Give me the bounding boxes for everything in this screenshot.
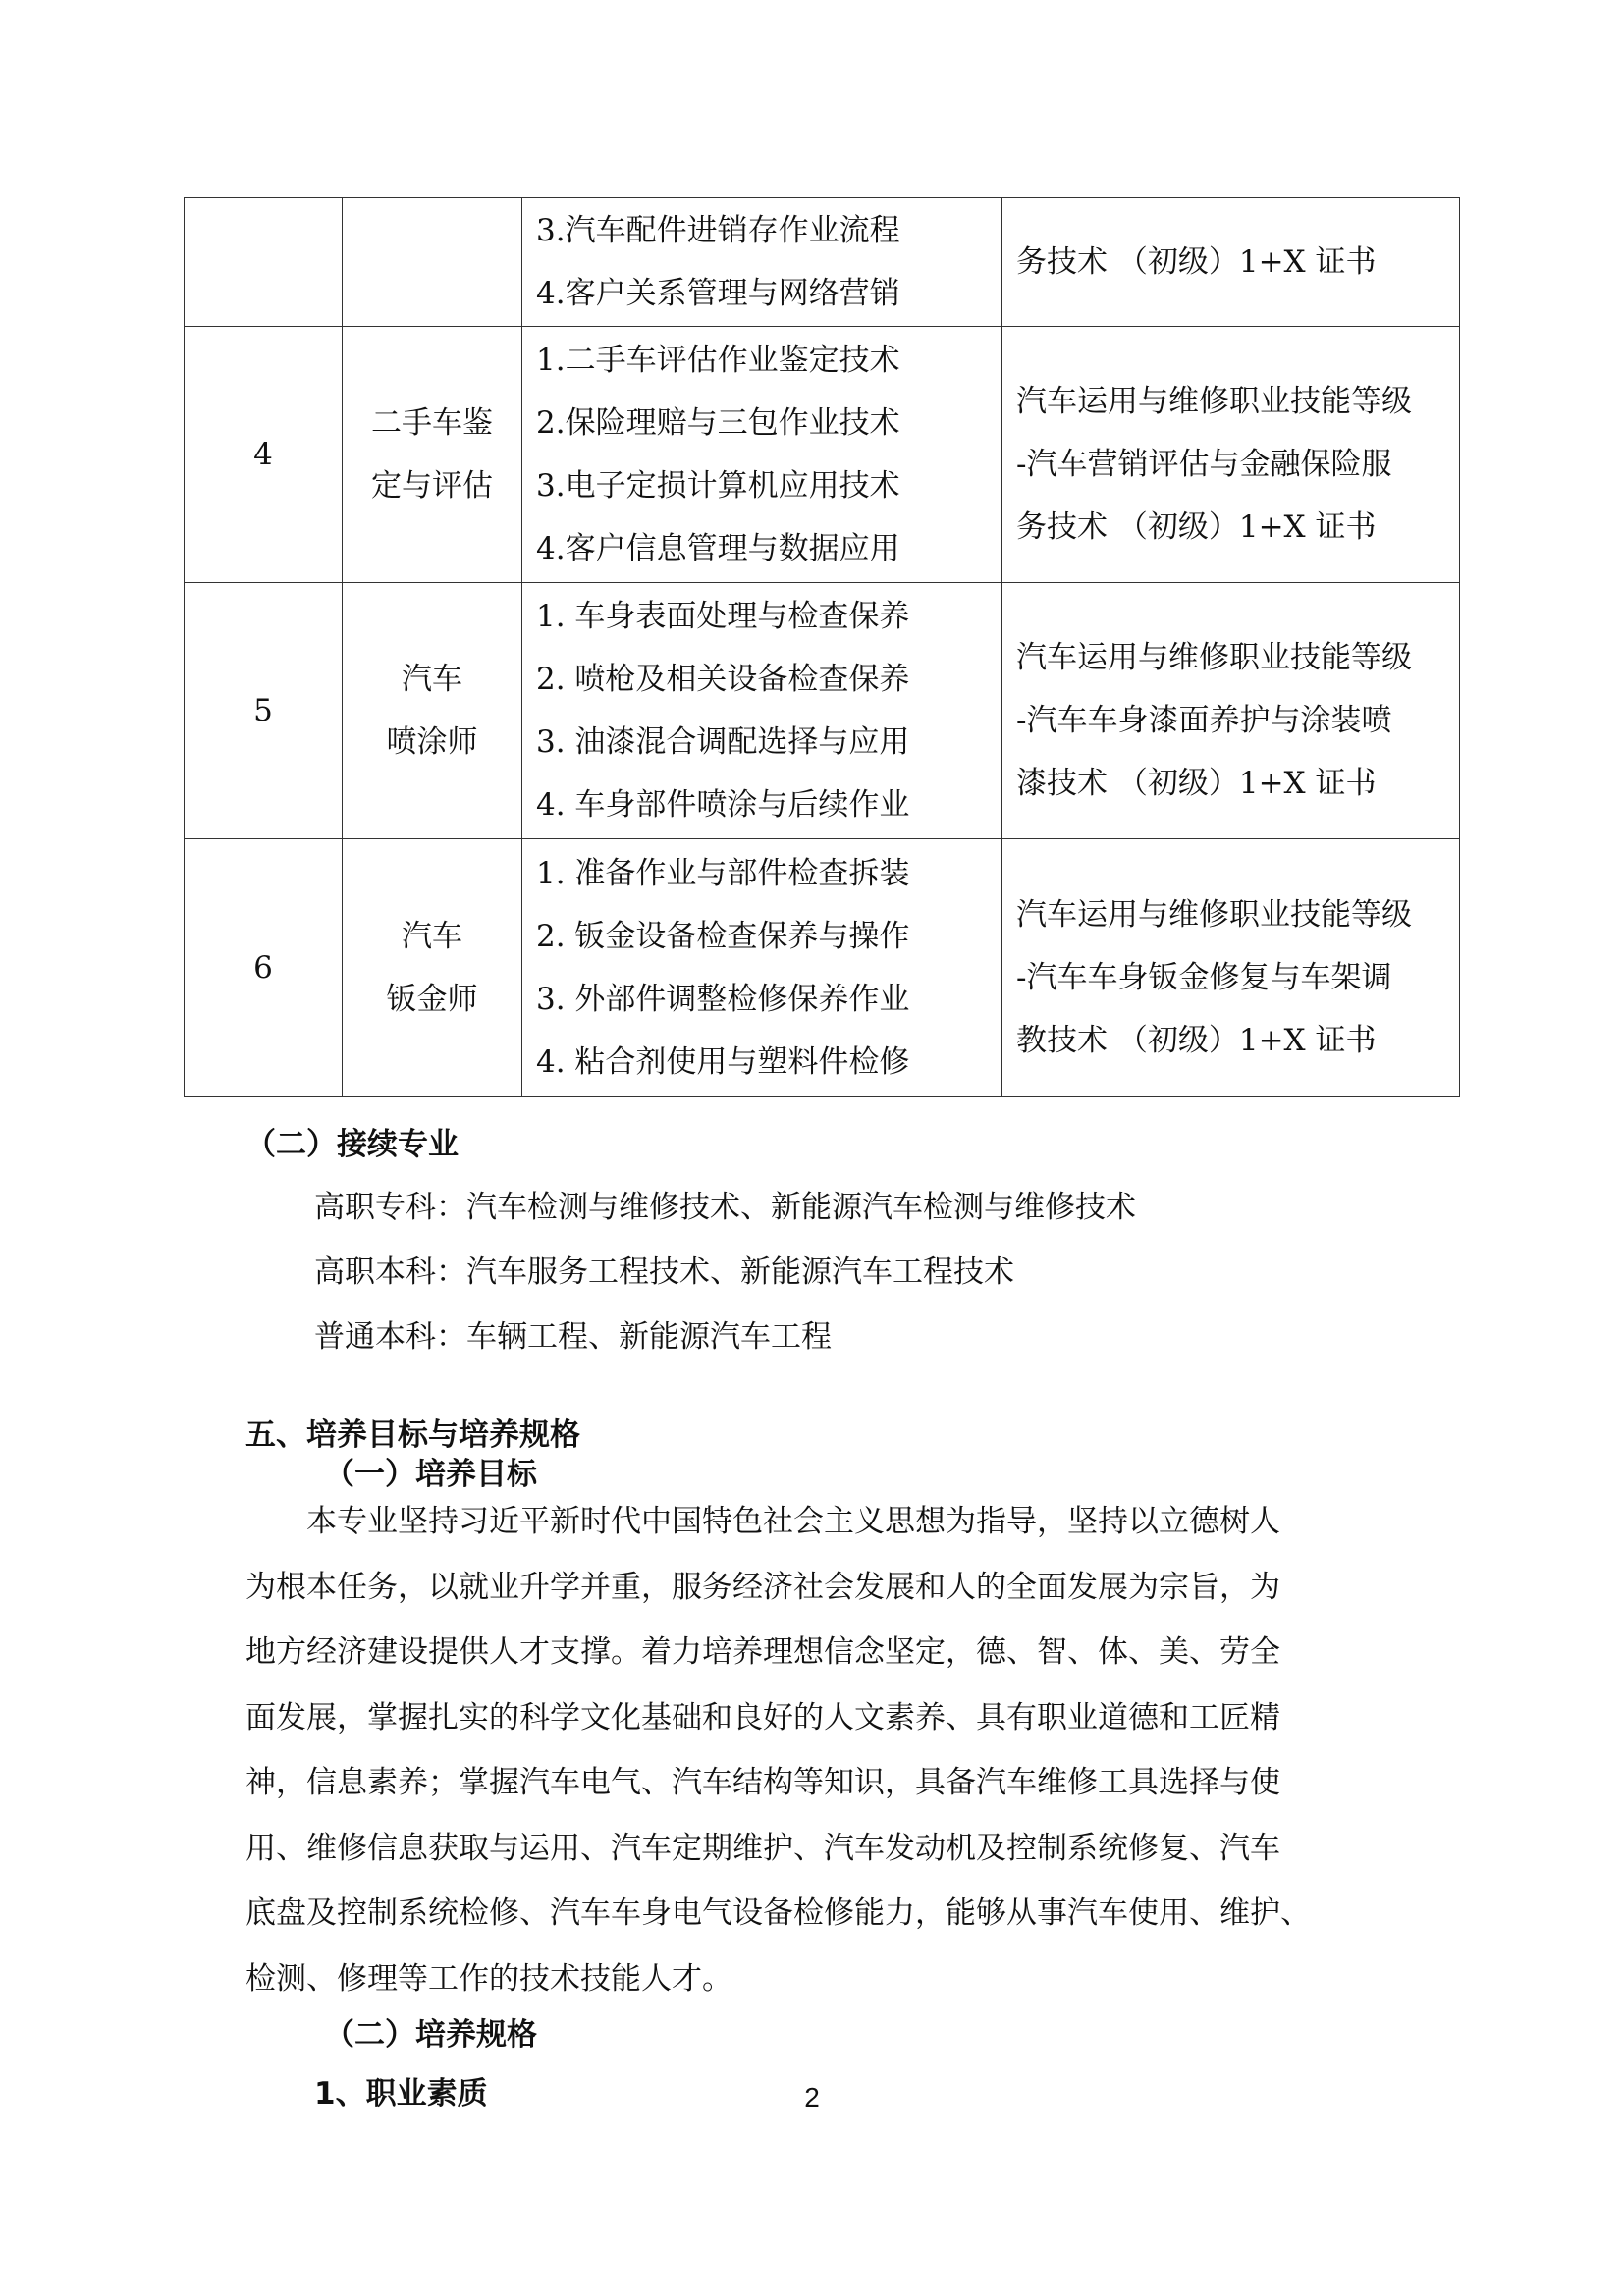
task-line: 1. 车身表面处理与检查保养 bbox=[536, 599, 910, 634]
paragraph-line: 底盘及控制系统检修、汽车车身电气设备检修能力，能够从事汽车使用、维护、 bbox=[245, 1896, 1311, 1931]
post-line: 二手车鉴 bbox=[371, 405, 493, 441]
tasks-cell bbox=[522, 198, 1002, 327]
certificate-line: -汽车车身钣金修复与车架调 bbox=[1016, 960, 1392, 995]
item-professional-quality: 1、职业素质 bbox=[314, 2076, 488, 2111]
task-line: 4. 车身部件喷涂与后续作业 bbox=[536, 787, 910, 823]
row-number-cell bbox=[185, 198, 343, 327]
section-heading-five: 五、培养目标与培养规格 bbox=[245, 1417, 580, 1453]
post-line: 钣金师 bbox=[386, 982, 478, 1017]
row-number-cell: 5 bbox=[185, 583, 343, 839]
task-line: 3.汽车配件进销存作业流程 bbox=[536, 213, 900, 248]
paragraph-line: 用、维修信息获取与运用、汽车定期维护、汽车发动机及控制系统修复、汽车 bbox=[245, 1830, 1280, 1866]
table-row bbox=[185, 583, 1460, 839]
task-line: 4. 粘合剂使用与塑料件检修 bbox=[536, 1044, 910, 1080]
certificate-line: 汽车运用与维修职业技能等级 bbox=[1016, 384, 1412, 419]
continuing-line-bachelor: 普通本科：车辆工程、新能源汽车工程 bbox=[314, 1319, 832, 1355]
task-line: 1. 准备作业与部件检查拆装 bbox=[536, 856, 910, 891]
row-number-cell: 6 bbox=[185, 839, 343, 1097]
post-cell bbox=[343, 327, 522, 583]
section-heading-continuing: （二）接续专业 bbox=[245, 1127, 459, 1162]
certificate-cell bbox=[1002, 583, 1460, 839]
task-line: 3. 油漆混合调配选择与应用 bbox=[536, 724, 910, 760]
certificate-line: -汽车车身漆面养护与涂装喷 bbox=[1016, 703, 1392, 738]
paragraph-line: 本专业坚持习近平新时代中国特色社会主义思想为指导，坚持以立德树人 bbox=[306, 1504, 1280, 1539]
paragraph-line: 面发展，掌握扎实的科学文化基础和良好的人文素养、具有职业道德和工匠精 bbox=[245, 1699, 1280, 1735]
certificate-line: 务技术 （初级）1+X 证书 bbox=[1016, 244, 1377, 280]
task-line: 2. 喷枪及相关设备检查保养 bbox=[536, 662, 910, 697]
continuing-line-vocational-bachelor: 高职本科：汽车服务工程技术、新能源汽车工程技术 bbox=[314, 1255, 1014, 1290]
table-row bbox=[185, 327, 1460, 583]
goal-paragraph bbox=[245, 1489, 1394, 2011]
task-line: 3. 外部件调整检修保养作业 bbox=[536, 982, 910, 1017]
task-line: 3.电子定损计算机应用技术 bbox=[536, 468, 900, 504]
post-cell bbox=[343, 839, 522, 1097]
certificate-cell bbox=[1002, 327, 1460, 583]
task-line: 2.保险理赔与三包作业技术 bbox=[536, 405, 900, 441]
paragraph-line: 为根本任务，以就业升学并重，服务经济社会发展和人的全面发展为宗旨，为 bbox=[245, 1569, 1280, 1605]
post-cell bbox=[343, 198, 522, 327]
task-line: 4.客户关系管理与网络营销 bbox=[536, 276, 900, 311]
career-table bbox=[184, 197, 1460, 1097]
table-row bbox=[185, 839, 1460, 1097]
page-number: 2 bbox=[804, 2082, 820, 2112]
paragraph-line: 神，信息素养；掌握汽车电气、汽车结构等知识，具备汽车维修工具选择与使 bbox=[245, 1765, 1280, 1800]
table-row bbox=[185, 198, 1460, 327]
tasks-cell bbox=[522, 839, 1002, 1097]
certificate-line: -汽车营销评估与金融保险服 bbox=[1016, 447, 1392, 482]
certificate-line: 教技术 （初级）1+X 证书 bbox=[1016, 1023, 1377, 1058]
certificate-cell bbox=[1002, 198, 1460, 327]
paragraph-line: 检测、修理等工作的技术技能人才。 bbox=[245, 1960, 732, 1997]
certificate-line: 务技术 （初级）1+X 证书 bbox=[1016, 509, 1377, 545]
tasks-cell bbox=[522, 583, 1002, 839]
certificate-line: 汽车运用与维修职业技能等级 bbox=[1016, 640, 1412, 675]
task-line: 2. 钣金设备检查保养与操作 bbox=[536, 919, 910, 954]
post-line: 汽车 bbox=[402, 662, 462, 697]
post-line: 定与评估 bbox=[371, 468, 493, 504]
subheading-goal: （一）培养目标 bbox=[324, 1457, 537, 1492]
task-line: 1.二手车评估作业鉴定技术 bbox=[536, 343, 900, 378]
post-cell bbox=[343, 583, 522, 839]
post-line: 喷涂师 bbox=[386, 724, 478, 760]
post-line: 汽车 bbox=[402, 919, 462, 954]
row-number-cell: 4 bbox=[185, 327, 343, 583]
continuing-line-vocational: 高职专科：汽车检测与维修技术、新能源汽车检测与维修技术 bbox=[314, 1190, 1136, 1225]
certificate-cell bbox=[1002, 839, 1460, 1097]
certificate-line: 漆技术 （初级）1+X 证书 bbox=[1016, 766, 1377, 801]
task-line: 4.客户信息管理与数据应用 bbox=[536, 531, 900, 566]
certificate-line: 汽车运用与维修职业技能等级 bbox=[1016, 897, 1412, 933]
tasks-cell bbox=[522, 327, 1002, 583]
subheading-spec: （二）培养规格 bbox=[324, 2017, 537, 2053]
paragraph-line: 地方经济建设提供人才支撑。着力培养理想信念坚定，德、智、体、美、劳全 bbox=[245, 1634, 1280, 1670]
